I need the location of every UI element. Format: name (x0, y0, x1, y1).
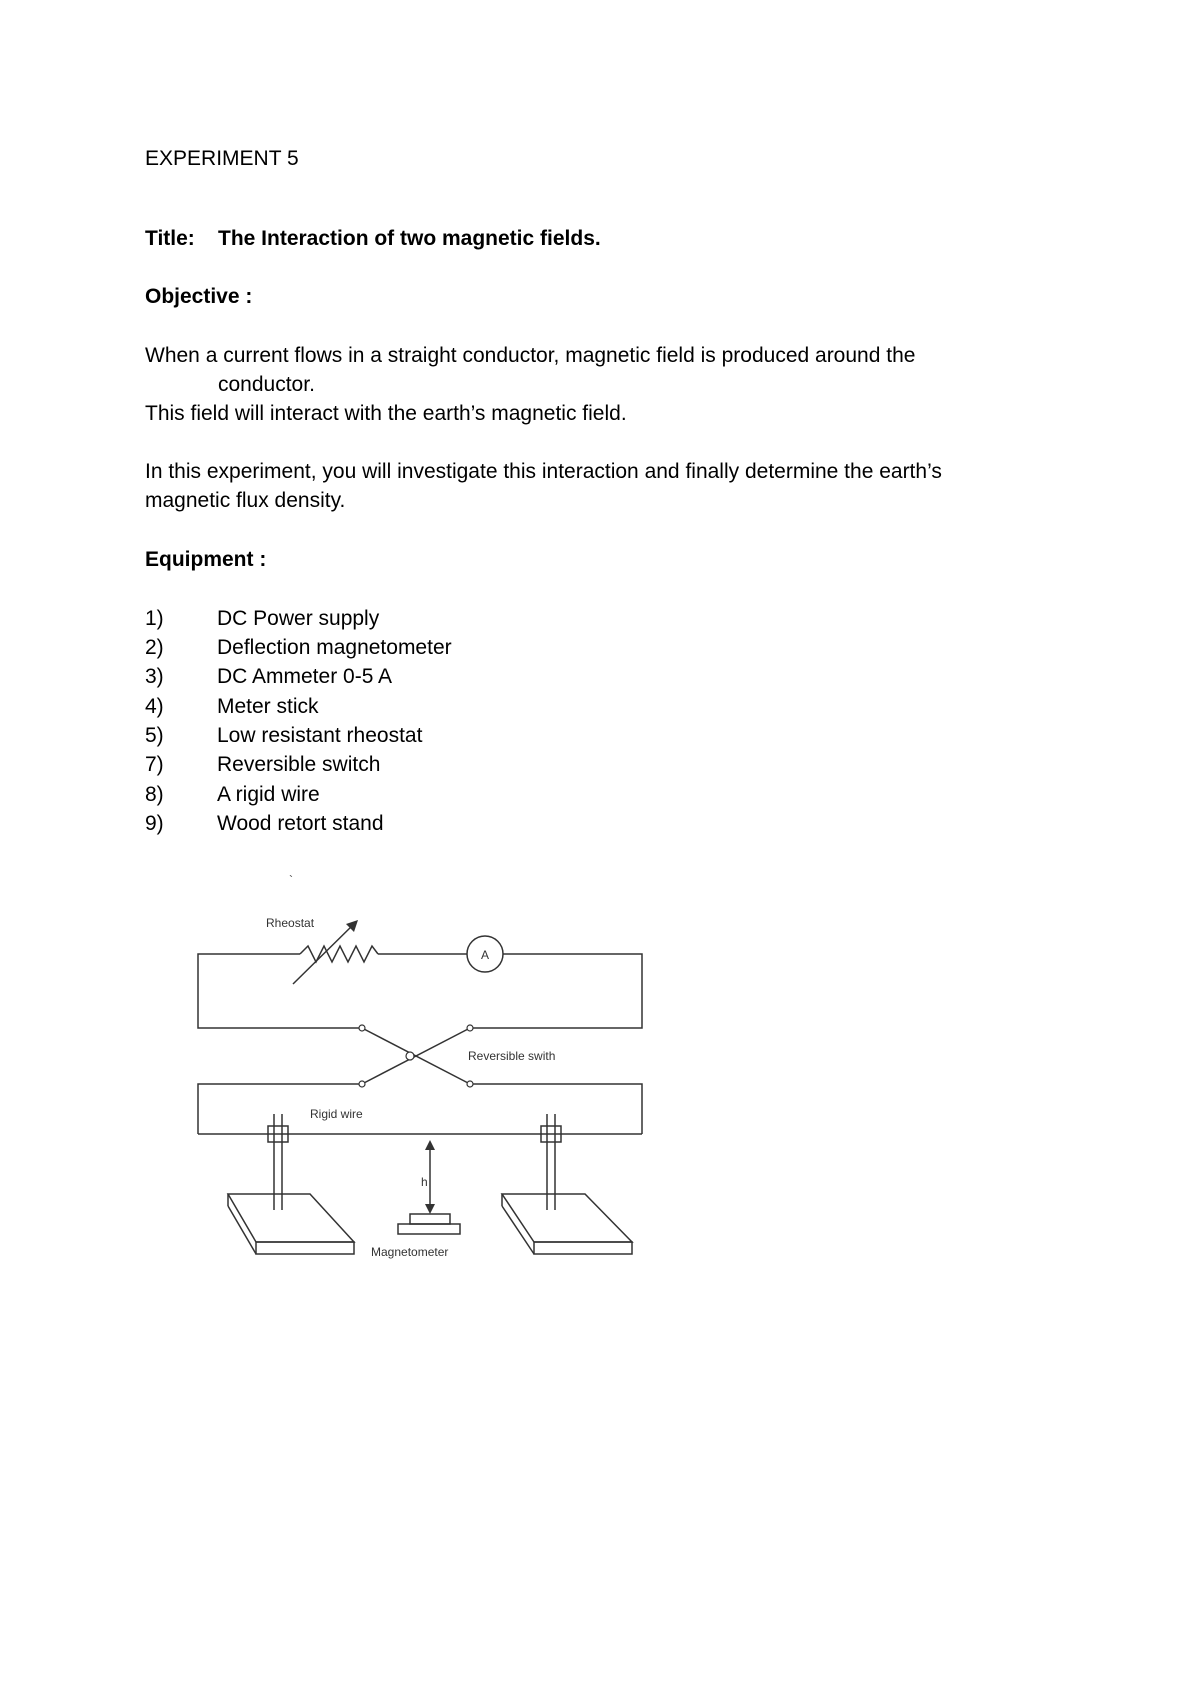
switch-terminal-br (467, 1081, 473, 1087)
switch-terminal-tr (467, 1025, 473, 1031)
rheostat-arrow-shaft (293, 922, 356, 984)
objective-heading: Objective : (145, 285, 253, 308)
item-number: 4) (145, 695, 164, 718)
height-arrow-up (425, 1140, 435, 1150)
equipment-heading: Equipment : (145, 548, 267, 571)
height-label: h (421, 1175, 428, 1189)
stray-mark: ` (289, 873, 293, 887)
objective-para1-line1: When a current flows in a straight conductor, magnetic field is produced around the (145, 344, 916, 367)
right-stand-base-side-2 (502, 1206, 534, 1254)
item-text: Meter stick (217, 695, 319, 718)
objective-para3-line1: In this experiment, you will investigate this interaction and finally determine the earth’s (145, 460, 942, 483)
item-text: A rigid wire (217, 783, 320, 806)
ammeter-label: A (481, 948, 490, 962)
item-number: 1) (145, 607, 164, 630)
switch-terminal-bl (359, 1081, 365, 1087)
right-stand-base-edge (534, 1242, 632, 1254)
item-text: Wood retort stand (217, 812, 384, 835)
left-stand-base (228, 1194, 354, 1242)
rigid-wire-label: Rigid wire (310, 1107, 363, 1121)
switch-label: Reversible swith (468, 1049, 556, 1063)
magnetometer-base (398, 1224, 460, 1234)
objective-para2: This field will interact with the earth’s magnetic field. (145, 402, 627, 425)
switch-terminal-tl (359, 1025, 365, 1031)
left-stand-base-side-2 (228, 1206, 256, 1254)
upper-circuit-left (198, 954, 362, 1028)
magnetometer-top (410, 1214, 450, 1224)
switch-pivot (406, 1052, 414, 1060)
height-arrow-down (425, 1204, 435, 1214)
magnetometer-label: Magnetometer (371, 1245, 449, 1259)
objective-para3-line2: magnetic flux density. (145, 489, 346, 512)
upper-circuit-right (470, 954, 642, 1028)
item-number: 7) (145, 753, 164, 776)
item-number: 3) (145, 665, 164, 688)
item-text: Reversible switch (217, 753, 381, 776)
experiment-heading: EXPERIMENT 5 (145, 147, 299, 170)
left-stand-base-edge (256, 1242, 354, 1254)
item-number: 8) (145, 783, 164, 806)
title-text: The Interaction of two magnetic fields. (218, 227, 601, 250)
item-number: 2) (145, 636, 164, 659)
item-number: 5) (145, 724, 164, 747)
item-text: DC Power supply (217, 607, 380, 630)
item-text: DC Ammeter 0-5 A (217, 665, 393, 688)
rheostat-label: Rheostat (266, 916, 315, 930)
rheostat-symbol (300, 946, 378, 962)
item-number: 9) (145, 812, 164, 835)
item-text: Low resistant rheostat (217, 724, 423, 747)
item-text: Deflection magnetometer (217, 636, 452, 659)
objective-para1-line2: conductor. (218, 373, 315, 396)
title-label: Title: (145, 227, 195, 250)
